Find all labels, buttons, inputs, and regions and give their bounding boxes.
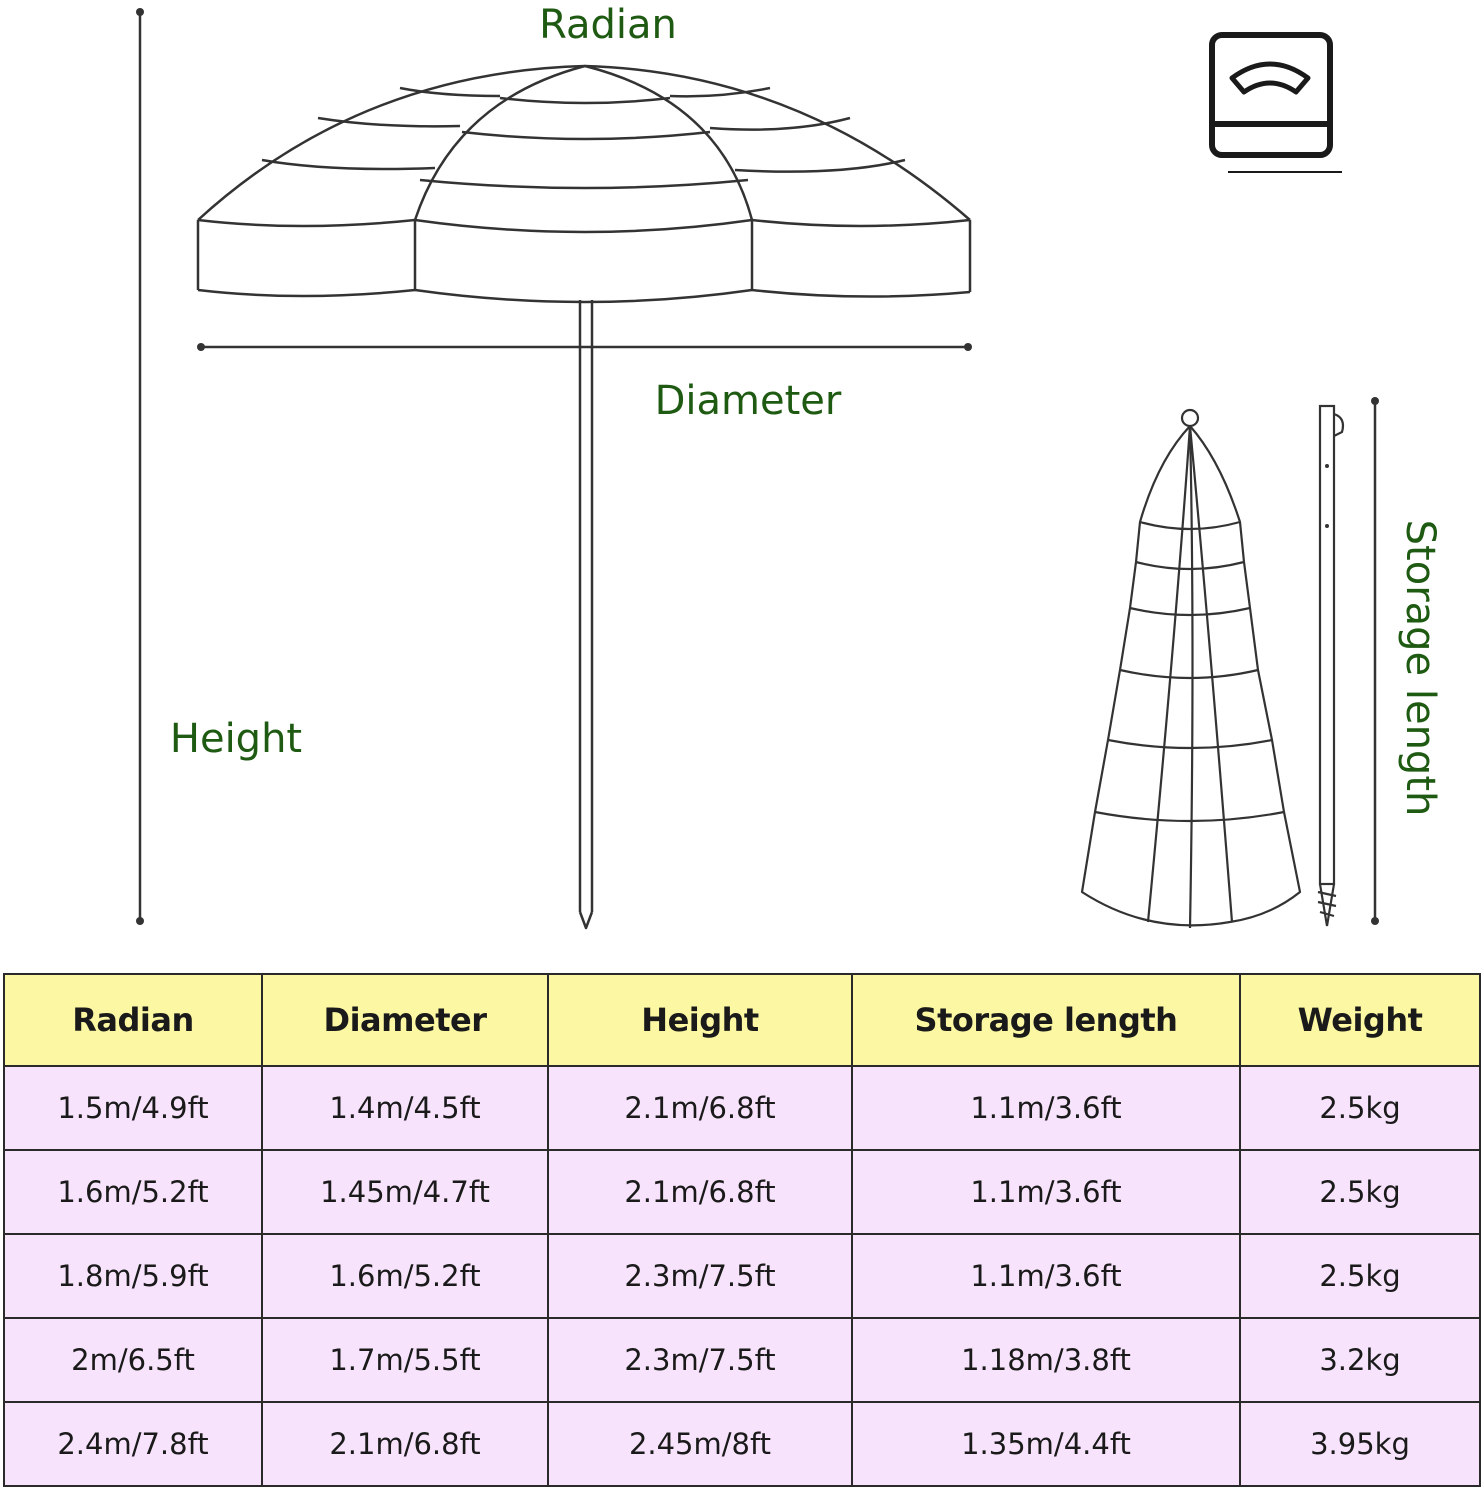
cell-weight: 2.5kg [1240,1234,1480,1318]
cell-height: 2.3m/7.5ft [548,1234,852,1318]
cell-weight: 2.5kg [1240,1150,1480,1234]
height-dimension-line [136,8,144,925]
table-row [4,1402,1480,1486]
cell-storage-length: 1.35m/4.4ft [852,1402,1240,1486]
size-specification-table [3,973,1481,1487]
header-weight: Weight [1240,974,1480,1066]
header-storage-length: Storage length [852,974,1240,1066]
radian-label: Radian [539,2,677,48]
pole-icon [1318,406,1343,926]
cell-diameter: 2.1m/6.8ft [262,1402,548,1486]
cell-weight: 2.5kg [1240,1066,1480,1150]
cell-radian: 2m/6.5ft [4,1318,262,1402]
height-label: Height [169,716,303,762]
diameter-dimension-line [197,343,972,351]
table-row [4,1318,1480,1402]
cell-weight: 3.95kg [1240,1402,1480,1486]
cell-radian: 2.4m/7.8ft [4,1402,262,1486]
cell-diameter: 1.6m/5.2ft [262,1234,548,1318]
cell-diameter: 1.7m/5.5ft [262,1318,548,1402]
table-row [4,1234,1480,1318]
storage-length-label: Storage length [1397,519,1443,817]
cell-radian: 1.6m/5.2ft [4,1150,262,1234]
cell-storage-length: 1.18m/3.8ft [852,1318,1240,1402]
cell-radian: 1.8m/5.9ft [4,1234,262,1318]
cell-storage-length: 1.1m/3.6ft [852,1066,1240,1150]
open-umbrella-icon [198,66,970,928]
cell-height: 2.1m/6.8ft [548,1150,852,1234]
table-row [4,1066,1480,1150]
cell-height: 2.45m/8ft [548,1402,852,1486]
cell-storage-length: 1.1m/3.6ft [852,1150,1240,1234]
storage-length-dimension-line [1371,397,1379,925]
cell-diameter: 1.4m/4.5ft [262,1066,548,1150]
cell-storage-length: 1.1m/3.6ft [852,1234,1240,1318]
diameter-label: Diameter [654,378,842,424]
table-header-row [4,974,1480,1066]
cell-height: 2.1m/6.8ft [548,1066,852,1150]
cell-weight: 3.2kg [1240,1318,1480,1402]
cell-diameter: 1.45m/4.7ft [262,1150,548,1234]
header-height: Height [548,974,852,1066]
cell-radian: 1.5m/4.9ft [4,1066,262,1150]
table-row [4,1150,1480,1234]
weight-scale-icon [1212,35,1342,172]
cell-height: 2.3m/7.5ft [548,1318,852,1402]
header-diameter: Diameter [262,974,548,1066]
header-radian: Radian [4,974,262,1066]
closed-umbrella-icon [1082,410,1300,928]
